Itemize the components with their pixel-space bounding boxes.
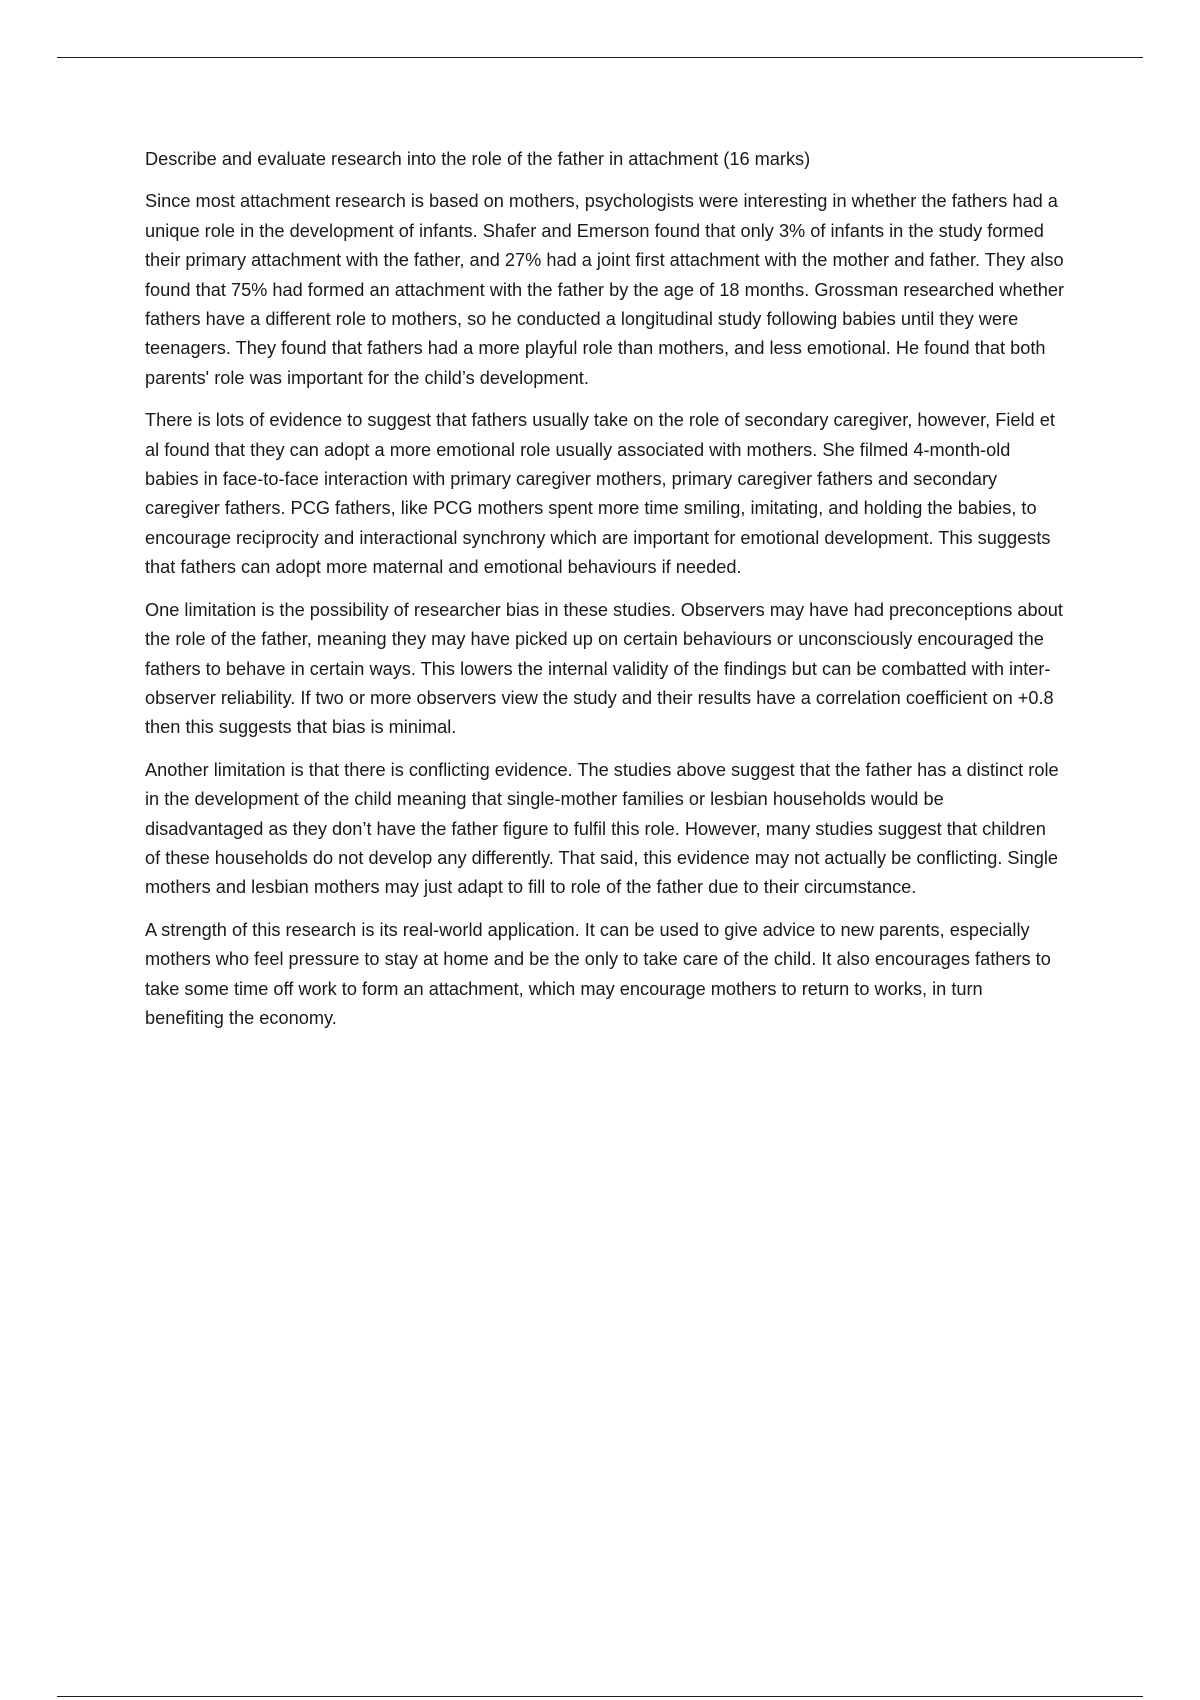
paragraph-intro: Since most attachment research is based on mothers, psychologists were interesting in whether the fathers had a unique role in the development of infants. Shafer and Emerson found that only 3% of infants in the study formed their primary attachment with the father, and 27% had a joint first attachment with the mother and father. They also found that 75% had formed an attachment with the father by the age of 18 months. Grossman researched whether fathers have a different role to mothers, so he conducted a longitudinal study following babies until they were teenagers. They found that fathers had a more playful role than mothers, and less emotional. He found that both parents' role was important for the child’s development. — [145, 191, 1065, 388]
bottom-horizontal-rule — [57, 1696, 1143, 1697]
essay-question: Describe and evaluate research into the role of the father in attachment (16 marks) — [145, 149, 811, 169]
paragraph-real-world-application: A strength of this research is its real-world application. It can be used to give advice to new parents, especially mothers who feel pressure to stay at home and be the only to take care of the child. It also encourages fathers to take some time off work to form an attachment, which may encourage mothers to return to works, in turn benefiting the economy. — [145, 919, 1051, 1028]
essay-body — [145, 145, 1065, 1046]
paragraph-field-study: There is lots of evidence to suggest that fathers usually take on the role of secondary caregiver, however, Field et al found that they can adopt a more emotional role usually associated with mothers. She filmed 4-month-old babies in face-to-face interaction with primary caregiver mothers, primary caregiver fathers and secondary caregiver fathers. PCG fathers, like PCG mothers spent more time smiling, imitating, and holding the babies, to encourage reciprocity and interactional synchrony which are important for emotional development. This suggests that fathers can adopt more maternal and emotional behaviours if needed. — [145, 410, 1055, 578]
top-horizontal-rule — [57, 57, 1143, 58]
paragraph-researcher-bias: One limitation is the possibility of researcher bias in these studies. Observers may have had preconceptions about the role of the father, meaning they may have picked up on certain behaviours or unconsciously encouraged the fathers to behave in certain ways. This lowers the internal validity of the findings but can be combatted with inter-observer reliability. If two or more observers view the study and their results have a correlation coefficient on +0.8 then this suggests that bias is minimal. — [145, 599, 1063, 738]
paragraph-conflicting-evidence: Another limitation is that there is conflicting evidence. The studies above suggest that the father has a distinct role in the development of the child meaning that single-mother families or lesbian households would be disadvantaged as they don’t have the father figure to fulfil this role. However, many studies suggest that children of these households do not develop any differently. That said, this evidence may not actually be conflicting. Single mothers and lesbian mothers may just adapt to fill to role of the father due to their circumstance. — [145, 759, 1059, 898]
